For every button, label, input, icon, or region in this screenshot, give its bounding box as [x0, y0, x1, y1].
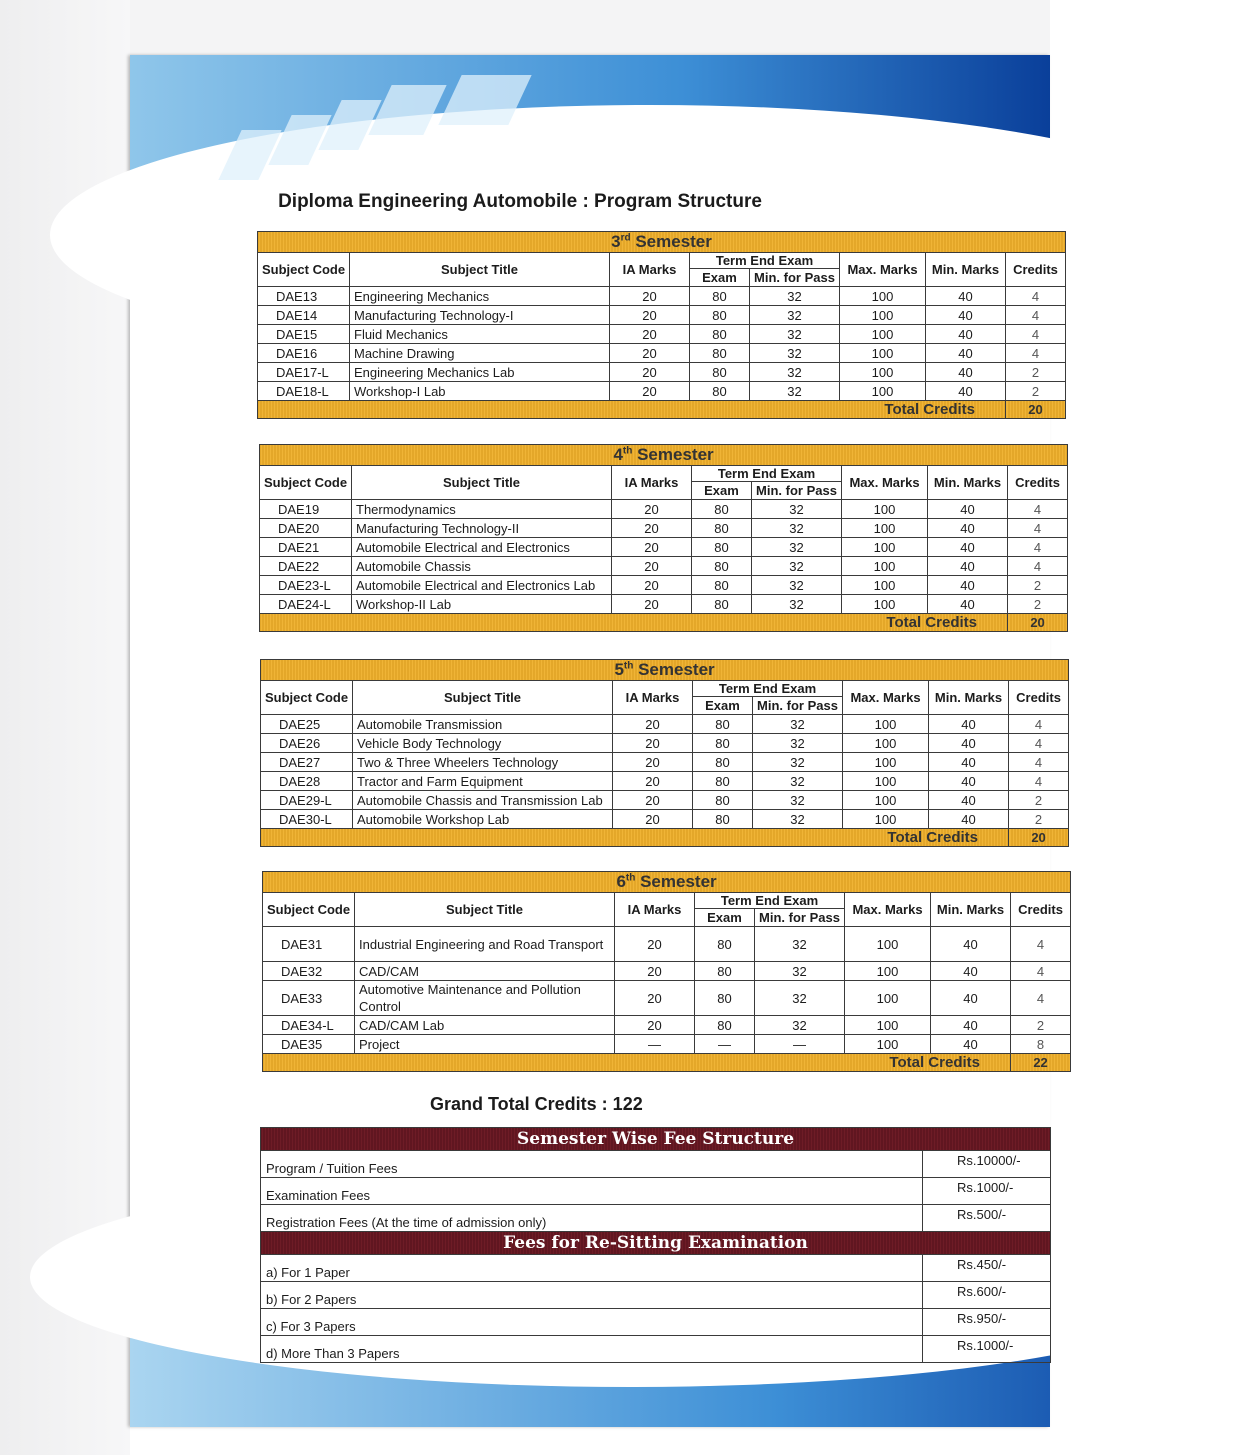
fee-item: Examination Fees — [261, 1178, 923, 1205]
max-marks: 100 — [843, 791, 929, 810]
max-marks: 100 — [843, 810, 929, 829]
subject-code: DAE17-L — [258, 363, 350, 382]
min-marks: 40 — [928, 576, 1008, 595]
total-credits-value: 20 — [1006, 401, 1066, 419]
max-marks: 100 — [842, 595, 928, 614]
ia-marks: 20 — [610, 325, 690, 344]
table-row — [261, 753, 1069, 772]
column-header-min-marks: Min. Marks — [926, 253, 1006, 287]
semester-table — [257, 231, 1066, 419]
exam-marks: 80 — [692, 500, 752, 519]
subject-title: Engineering Mechanics Lab — [350, 363, 610, 382]
exam-marks: 80 — [693, 810, 753, 829]
ia-marks: 20 — [610, 287, 690, 306]
min-for-pass: 32 — [750, 344, 840, 363]
subject-code: DAE29-L — [261, 791, 353, 810]
credits: 4 — [1011, 927, 1071, 962]
subject-code: DAE13 — [258, 287, 350, 306]
column-header-min-marks: Min. Marks — [928, 466, 1008, 500]
column-header-credits: Credits — [1006, 253, 1066, 287]
semester-table — [260, 659, 1069, 847]
column-header-subject-title: Subject Title — [355, 893, 615, 927]
max-marks: 100 — [845, 962, 931, 981]
table-row — [258, 287, 1066, 306]
exam-marks: 80 — [693, 715, 753, 734]
table-row — [263, 1035, 1071, 1054]
semester-table — [259, 444, 1068, 632]
min-marks: 40 — [929, 810, 1009, 829]
subject-code: DAE26 — [261, 734, 353, 753]
min-for-pass: 32 — [750, 306, 840, 325]
column-header-subject-code: Subject Code — [260, 466, 352, 500]
column-header-credits: Credits — [1008, 466, 1068, 500]
total-credits-label: Total Credits — [263, 1054, 1011, 1072]
ia-marks: 20 — [612, 595, 692, 614]
fee-row — [261, 1255, 1051, 1282]
table-row — [260, 500, 1068, 519]
column-header-min-marks: Min. Marks — [931, 893, 1011, 927]
min-marks: 40 — [928, 595, 1008, 614]
subject-code: DAE18-L — [258, 382, 350, 401]
semester-heading — [261, 660, 1069, 681]
min-for-pass: 32 — [755, 962, 845, 981]
ia-marks: 20 — [615, 1016, 695, 1035]
column-header-subject-title: Subject Title — [350, 253, 610, 287]
min-for-pass: 32 — [753, 734, 843, 753]
fee-row — [261, 1151, 1051, 1178]
min-for-pass: 32 — [752, 595, 842, 614]
table-row — [261, 791, 1069, 810]
fee-item: b) For 2 Papers — [261, 1282, 923, 1309]
min-marks: 40 — [929, 791, 1009, 810]
page-title: Diploma Engineering Automobile : Program Structure — [278, 191, 762, 212]
min-for-pass: 32 — [752, 576, 842, 595]
semester-ordinal-suffix: rd — [620, 232, 631, 244]
subject-title: Vehicle Body Technology — [353, 734, 613, 753]
column-header-min-for-pass: Min. for Pass — [752, 482, 842, 500]
table-row — [261, 715, 1069, 734]
semester-number: 4 — [613, 445, 623, 464]
credits: 4 — [1006, 325, 1066, 344]
min-for-pass: 32 — [753, 810, 843, 829]
subject-code: DAE28 — [261, 772, 353, 791]
min-marks: 40 — [928, 538, 1008, 557]
credits: 2 — [1008, 595, 1068, 614]
min-marks: 40 — [931, 1016, 1011, 1035]
subject-title: Machine Drawing — [350, 344, 610, 363]
fee-amount: Rs.1000/- — [923, 1336, 1051, 1363]
fee-item: Program / Tuition Fees — [261, 1151, 923, 1178]
fee-item: Registration Fees (At the time of admission only) — [261, 1205, 923, 1232]
subject-title: Automobile Chassis — [352, 557, 612, 576]
total-credits-value: 20 — [1009, 829, 1069, 847]
semester-label: Semester — [635, 232, 712, 251]
subject-title: Automobile Electrical and Electronics — [352, 538, 612, 557]
subject-title: Manufacturing Technology-I — [350, 306, 610, 325]
column-header-max-marks: Max. Marks — [843, 681, 929, 715]
max-marks: 100 — [842, 576, 928, 595]
column-header-max-marks: Max. Marks — [842, 466, 928, 500]
min-for-pass: 32 — [750, 287, 840, 306]
min-for-pass: 32 — [755, 981, 845, 1016]
fee-amount: Rs.950/- — [923, 1309, 1051, 1336]
min-marks: 40 — [929, 715, 1009, 734]
exam-marks: 80 — [692, 557, 752, 576]
subject-code: DAE34-L — [263, 1016, 355, 1035]
ia-marks: 20 — [610, 363, 690, 382]
table-row — [260, 538, 1068, 557]
semester-ordinal-suffix: th — [623, 660, 634, 672]
credits: 4 — [1008, 519, 1068, 538]
min-marks: 40 — [929, 734, 1009, 753]
fee-row — [261, 1309, 1051, 1336]
total-credits-value: 22 — [1011, 1054, 1071, 1072]
semester-number: 3 — [611, 232, 621, 251]
semester-ordinal-suffix: th — [625, 872, 636, 884]
exam-marks: 80 — [692, 576, 752, 595]
min-for-pass: 32 — [750, 325, 840, 344]
min-marks: 40 — [931, 981, 1011, 1016]
subject-code: DAE16 — [258, 344, 350, 363]
min-for-pass: 32 — [752, 500, 842, 519]
column-header-subject-code: Subject Code — [258, 253, 350, 287]
exam-marks: 80 — [690, 306, 750, 325]
exam-marks: 80 — [692, 519, 752, 538]
subject-title: Industrial Engineering and Road Transport — [355, 927, 615, 962]
column-header-exam: Exam — [692, 482, 752, 500]
subject-title: Manufacturing Technology-II — [352, 519, 612, 538]
ia-marks: 20 — [613, 734, 693, 753]
fee-amount: Rs.450/- — [923, 1255, 1051, 1282]
table-row — [263, 962, 1071, 981]
subject-code: DAE14 — [258, 306, 350, 325]
exam-marks: 80 — [690, 363, 750, 382]
column-header-min-for-pass: Min. for Pass — [755, 909, 845, 927]
credits: 8 — [1011, 1035, 1071, 1054]
scan-background-top — [0, 0, 1050, 55]
fee-row — [261, 1205, 1051, 1232]
table-row — [260, 519, 1068, 538]
min-marks: 40 — [926, 306, 1006, 325]
max-marks: 100 — [840, 287, 926, 306]
max-marks: 100 — [842, 557, 928, 576]
min-marks: 40 — [931, 927, 1011, 962]
min-marks: 40 — [931, 962, 1011, 981]
ia-marks: 20 — [610, 344, 690, 363]
exam-marks: 80 — [690, 344, 750, 363]
min-marks: 40 — [926, 344, 1006, 363]
table-row — [261, 810, 1069, 829]
subject-title: Automobile Workshop Lab — [353, 810, 613, 829]
column-header-exam: Exam — [690, 269, 750, 287]
ia-marks: 20 — [613, 791, 693, 810]
exam-marks: 80 — [693, 734, 753, 753]
min-marks: 40 — [926, 325, 1006, 344]
column-header-subject-title: Subject Title — [353, 681, 613, 715]
max-marks: 100 — [843, 772, 929, 791]
credits: 4 — [1008, 557, 1068, 576]
min-for-pass: 32 — [752, 557, 842, 576]
subject-code: DAE24-L — [260, 595, 352, 614]
ia-marks: 20 — [613, 810, 693, 829]
max-marks: 100 — [842, 538, 928, 557]
min-for-pass: 32 — [755, 927, 845, 962]
ia-marks: 20 — [615, 962, 695, 981]
max-marks: 100 — [845, 1035, 931, 1054]
min-marks: 40 — [928, 519, 1008, 538]
table-row — [260, 595, 1068, 614]
exam-marks: 80 — [692, 595, 752, 614]
ia-marks: 20 — [613, 772, 693, 791]
fee-item: c) For 3 Papers — [261, 1309, 923, 1336]
total-credits-value: 20 — [1008, 614, 1068, 632]
subject-title: Fluid Mechanics — [350, 325, 610, 344]
column-header-max-marks: Max. Marks — [845, 893, 931, 927]
table-row — [260, 576, 1068, 595]
column-header-min-marks: Min. Marks — [929, 681, 1009, 715]
exam-marks: 80 — [695, 1016, 755, 1035]
column-header-subject-code: Subject Code — [261, 681, 353, 715]
semester-label: Semester — [640, 872, 717, 891]
min-marks: 40 — [929, 772, 1009, 791]
table-row — [261, 772, 1069, 791]
subject-code: DAE23-L — [260, 576, 352, 595]
fee-amount: Rs.1000/- — [923, 1178, 1051, 1205]
subject-title: Automotive Maintenance and Pollution Control — [355, 981, 615, 1016]
credits: 4 — [1009, 753, 1069, 772]
table-row — [258, 382, 1066, 401]
min-for-pass: 32 — [750, 382, 840, 401]
exam-marks: — — [695, 1035, 755, 1054]
table-row — [258, 344, 1066, 363]
max-marks: 100 — [842, 500, 928, 519]
ia-marks: 20 — [615, 927, 695, 962]
exam-marks: 80 — [690, 287, 750, 306]
subject-code: DAE35 — [263, 1035, 355, 1054]
column-header-term-end-exam: Term End Exam — [692, 466, 842, 482]
semester-fee-heading: Semester Wise Fee Structure — [261, 1128, 1051, 1151]
credits: 2 — [1008, 576, 1068, 595]
subject-code: DAE32 — [263, 962, 355, 981]
ia-marks: 20 — [610, 306, 690, 325]
column-header-credits: Credits — [1011, 893, 1071, 927]
total-credits-label: Total Credits — [261, 829, 1009, 847]
min-for-pass: 32 — [752, 538, 842, 557]
subject-title: CAD/CAM Lab — [355, 1016, 615, 1035]
fee-structure-table — [260, 1127, 1051, 1363]
max-marks: 100 — [843, 715, 929, 734]
credits: 2 — [1009, 791, 1069, 810]
max-marks: 100 — [842, 519, 928, 538]
min-marks: 40 — [928, 500, 1008, 519]
semester-ordinal-suffix: th — [622, 445, 633, 457]
min-for-pass: 32 — [750, 363, 840, 382]
table-row — [258, 325, 1066, 344]
ia-marks: — — [615, 1035, 695, 1054]
semester-table — [262, 871, 1071, 1072]
max-marks: 100 — [840, 325, 926, 344]
min-marks: 40 — [931, 1035, 1011, 1054]
grand-total-credits: Grand Total Credits : 122 — [430, 1094, 643, 1114]
column-header-credits: Credits — [1009, 681, 1069, 715]
total-credits-label: Total Credits — [260, 614, 1008, 632]
min-marks: 40 — [929, 753, 1009, 772]
max-marks: 100 — [840, 382, 926, 401]
subject-title: Automobile Transmission — [353, 715, 613, 734]
exam-marks: 80 — [695, 962, 755, 981]
ia-marks: 20 — [615, 981, 695, 1016]
exam-marks: 80 — [693, 753, 753, 772]
exam-marks: 80 — [695, 981, 755, 1016]
subject-title: Tractor and Farm Equipment — [353, 772, 613, 791]
subject-title: Automobile Chassis and Transmission Lab — [353, 791, 613, 810]
exam-marks: 80 — [692, 538, 752, 557]
min-for-pass: 32 — [755, 1016, 845, 1035]
column-header-term-end-exam: Term End Exam — [695, 893, 845, 909]
subject-code: DAE33 — [263, 981, 355, 1016]
credits: 4 — [1009, 715, 1069, 734]
table-row — [260, 557, 1068, 576]
semester-heading — [260, 445, 1068, 466]
column-header-ia-marks: IA Marks — [613, 681, 693, 715]
credits: 4 — [1006, 287, 1066, 306]
max-marks: 100 — [840, 306, 926, 325]
credits: 4 — [1008, 500, 1068, 519]
column-header-exam: Exam — [693, 697, 753, 715]
ia-marks: 20 — [612, 500, 692, 519]
ia-marks: 20 — [612, 576, 692, 595]
credits: 4 — [1006, 344, 1066, 363]
subject-code: DAE25 — [261, 715, 353, 734]
fee-row — [261, 1336, 1051, 1363]
fee-row — [261, 1282, 1051, 1309]
min-marks: 40 — [928, 557, 1008, 576]
min-for-pass: 32 — [753, 715, 843, 734]
table-row — [261, 734, 1069, 753]
subject-code: DAE15 — [258, 325, 350, 344]
fee-amount: Rs.500/- — [923, 1205, 1051, 1232]
exam-marks: 80 — [695, 927, 755, 962]
column-header-ia-marks: IA Marks — [612, 466, 692, 500]
total-credits-label: Total Credits — [258, 401, 1006, 419]
credits: 4 — [1011, 981, 1071, 1016]
subject-code: DAE30-L — [261, 810, 353, 829]
subject-title: Thermodynamics — [352, 500, 612, 519]
table-row — [258, 363, 1066, 382]
max-marks: 100 — [845, 981, 931, 1016]
semester-heading — [258, 232, 1066, 253]
subject-title: Two & Three Wheelers Technology — [353, 753, 613, 772]
max-marks: 100 — [840, 344, 926, 363]
min-marks: 40 — [926, 287, 1006, 306]
column-header-subject-code: Subject Code — [263, 893, 355, 927]
credits: 4 — [1009, 772, 1069, 791]
min-for-pass: 32 — [753, 772, 843, 791]
ia-marks: 20 — [613, 753, 693, 772]
exam-marks: 80 — [693, 772, 753, 791]
table-row — [263, 981, 1071, 1016]
ia-marks: 20 — [610, 382, 690, 401]
credits: 2 — [1011, 1016, 1071, 1035]
ia-marks: 20 — [612, 519, 692, 538]
column-header-ia-marks: IA Marks — [615, 893, 695, 927]
credits: 2 — [1006, 363, 1066, 382]
exam-marks: 80 — [690, 325, 750, 344]
column-header-exam: Exam — [695, 909, 755, 927]
subject-code: DAE20 — [260, 519, 352, 538]
column-header-min-for-pass: Min. for Pass — [753, 697, 843, 715]
subject-title: Automobile Electrical and Electronics Lab — [352, 576, 612, 595]
max-marks: 100 — [843, 753, 929, 772]
max-marks: 100 — [845, 927, 931, 962]
ia-marks: 20 — [612, 557, 692, 576]
subject-title: CAD/CAM — [355, 962, 615, 981]
column-header-subject-title: Subject Title — [352, 466, 612, 500]
exam-marks: 80 — [690, 382, 750, 401]
fee-row — [261, 1178, 1051, 1205]
semester-label: Semester — [637, 445, 714, 464]
subject-title: Workshop-II Lab — [352, 595, 612, 614]
resit-fee-heading: Fees for Re-Sitting Examination — [261, 1232, 1051, 1255]
credits: 4 — [1008, 538, 1068, 557]
min-for-pass: — — [755, 1035, 845, 1054]
max-marks: 100 — [840, 363, 926, 382]
subject-title: Workshop-I Lab — [350, 382, 610, 401]
subject-code: DAE19 — [260, 500, 352, 519]
column-header-max-marks: Max. Marks — [840, 253, 926, 287]
subject-title: Project — [355, 1035, 615, 1054]
max-marks: 100 — [845, 1016, 931, 1035]
column-header-term-end-exam: Term End Exam — [690, 253, 840, 269]
semester-label: Semester — [638, 660, 715, 679]
subject-code: DAE27 — [261, 753, 353, 772]
ia-marks: 20 — [613, 715, 693, 734]
ia-marks: 20 — [612, 538, 692, 557]
column-header-ia-marks: IA Marks — [610, 253, 690, 287]
credits: 4 — [1011, 962, 1071, 981]
fee-amount: Rs.600/- — [923, 1282, 1051, 1309]
column-header-term-end-exam: Term End Exam — [693, 681, 843, 697]
table-row — [263, 927, 1071, 962]
min-for-pass: 32 — [753, 753, 843, 772]
subject-title: Engineering Mechanics — [350, 287, 610, 306]
min-for-pass: 32 — [753, 791, 843, 810]
min-for-pass: 32 — [752, 519, 842, 538]
fee-item: a) For 1 Paper — [261, 1255, 923, 1282]
column-header-min-for-pass: Min. for Pass — [750, 269, 840, 287]
max-marks: 100 — [843, 734, 929, 753]
subject-code: DAE22 — [260, 557, 352, 576]
table-row — [258, 306, 1066, 325]
credits: 2 — [1009, 810, 1069, 829]
table-row — [263, 1016, 1071, 1035]
exam-marks: 80 — [693, 791, 753, 810]
credits: 2 — [1006, 382, 1066, 401]
fee-amount: Rs.10000/- — [923, 1151, 1051, 1178]
min-marks: 40 — [926, 363, 1006, 382]
credits: 4 — [1006, 306, 1066, 325]
semester-heading — [263, 872, 1071, 893]
semester-number: 5 — [614, 660, 624, 679]
credits: 4 — [1009, 734, 1069, 753]
fee-item: d) More Than 3 Papers — [261, 1336, 923, 1363]
semester-number: 6 — [616, 872, 626, 891]
subject-code: DAE21 — [260, 538, 352, 557]
subject-code: DAE31 — [263, 927, 355, 962]
min-marks: 40 — [926, 382, 1006, 401]
